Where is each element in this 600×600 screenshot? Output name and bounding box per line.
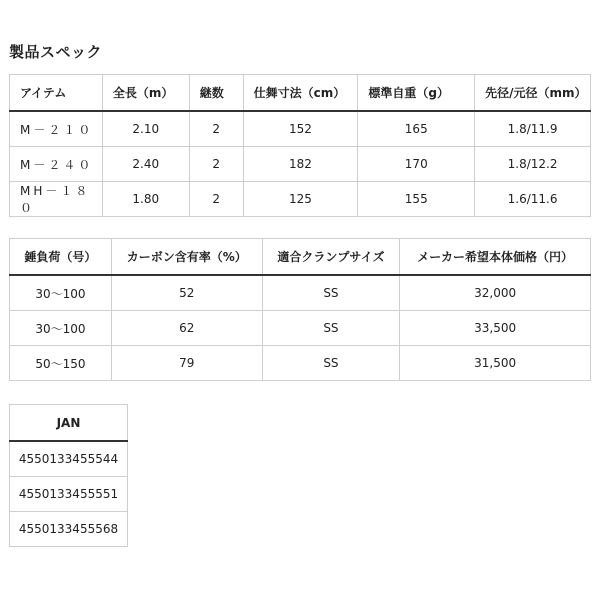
table-row [10,512,128,547]
cell-length: 1.80 [102,182,189,217]
cell-length: 2.10 [102,111,189,147]
table-row [10,477,128,512]
table-row [10,147,591,182]
cell-price: 32,000 [400,275,591,311]
cell-sinker-load: 30〜100 [10,275,112,311]
header-sinker-load: 錘負荷（号） [10,239,112,276]
cell-carbon-content: 62 [111,311,262,346]
cell-diameter: 1.8/11.9 [475,111,591,147]
header-tip-butt-diameter: 先径/元径（mm） [475,75,591,112]
cell-sections: 2 [189,147,243,182]
header-sections: 継数 [189,75,243,112]
page-title: 製品スペック [9,43,103,61]
cell-price: 31,500 [400,346,591,381]
cell-closed-length: 125 [243,182,358,217]
table-row [10,346,591,381]
table-header-row [10,239,591,276]
cell-length: 2.40 [102,147,189,182]
cell-clamp-size: SS [262,275,400,311]
header-price: メーカー希望本体価格（円） [400,239,591,276]
cell-jan-code: 4550133455551 [10,477,128,512]
cell-sections: 2 [189,182,243,217]
table-row [10,441,128,477]
cell-weight: 155 [358,182,475,217]
cell-price: 33,500 [400,311,591,346]
header-jan: JAN [10,405,128,442]
table-row [10,275,591,311]
cell-sinker-load: 50〜150 [10,346,112,381]
header-closed-length: 仕舞寸法（cm） [243,75,358,112]
header-length: 全長（m） [102,75,189,112]
cell-closed-length: 152 [243,111,358,147]
cell-item: MH－１８０ [10,182,103,217]
cell-diameter: 1.8/12.2 [475,147,591,182]
cell-sections: 2 [189,111,243,147]
table-row [10,311,591,346]
cell-clamp-size: SS [262,346,400,381]
jan-code-table [9,404,128,547]
cell-weight: 165 [358,111,475,147]
spec-table-load-price [9,238,591,381]
spec-table-dimensions [9,74,591,217]
header-item: アイテム [10,75,103,112]
table-header-row [10,405,128,442]
cell-carbon-content: 79 [111,346,262,381]
cell-sinker-load: 30〜100 [10,311,112,346]
cell-item: M－２４０ [10,147,103,182]
header-carbon-content: カーボン含有率（%） [111,239,262,276]
cell-jan-code: 4550133455568 [10,512,128,547]
cell-carbon-content: 52 [111,275,262,311]
cell-weight: 170 [358,147,475,182]
cell-diameter: 1.6/11.6 [475,182,591,217]
cell-clamp-size: SS [262,311,400,346]
cell-closed-length: 182 [243,147,358,182]
header-clamp-size: 適合クランプサイズ [262,239,400,276]
cell-item: M－２１０ [10,111,103,147]
cell-jan-code: 4550133455544 [10,441,128,477]
table-row [10,182,591,217]
header-weight: 標準自重（g） [358,75,475,112]
table-row [10,111,591,147]
table-header-row [10,75,591,112]
